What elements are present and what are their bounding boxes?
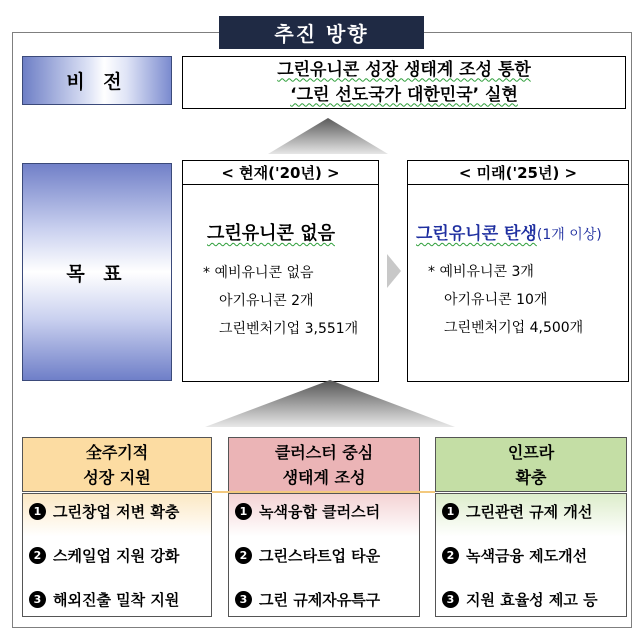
goal-label: 목 표 [22, 163, 172, 381]
goal-future-item: * 예비유니콘 3개 [428, 264, 534, 280]
strategy-title: 클러스터 중심 [274, 442, 374, 462]
number-badge: 3 [442, 591, 459, 608]
up-arrow-icon [205, 380, 455, 427]
goal-future-header: < 미래('25년) > [408, 161, 628, 185]
list-item [29, 540, 205, 570]
chevron-right-icon [385, 254, 401, 288]
goal-future-main: 그린유니콘 탄생 [416, 224, 537, 244]
item-text: 스케일업 지원 강화 [53, 546, 180, 565]
list-item [442, 540, 620, 570]
goal-current-list [183, 259, 378, 343]
item-text: 녹색융합 클러스터 [259, 502, 381, 521]
list-item [235, 584, 413, 614]
goal-future-main-sub: (1개 이상) [536, 227, 602, 243]
number-badge: 2 [442, 547, 459, 564]
list-item [29, 496, 205, 526]
strategy-header-infra [435, 437, 627, 492]
strategy-header-lifecycle [22, 437, 212, 492]
goal-future-box [407, 160, 629, 382]
strategy-title: 全주기적 [85, 442, 149, 462]
page-title: 추진 방향 [219, 16, 424, 49]
item-text: 그린 규제자유특구 [259, 590, 381, 609]
number-badge: 2 [235, 547, 252, 564]
up-arrow-icon [268, 118, 388, 154]
list-item [29, 584, 205, 614]
number-badge: 3 [235, 591, 252, 608]
strategy-box-infra [435, 493, 627, 617]
item-text: 해외진출 밀착 지원 [53, 590, 180, 609]
strategy-title: 성장 지원 [83, 467, 151, 487]
goal-current-item: * 예비유니콘 없음 [203, 265, 314, 281]
strategy-box-cluster [228, 493, 420, 617]
goal-current-box [182, 160, 379, 382]
item-text: 녹색금융 제도개선 [466, 546, 588, 565]
number-badge: 1 [442, 503, 459, 520]
vision-box [182, 56, 626, 109]
vision-line-2: ‘그린 선도국가 대한민국’ 실현 [290, 84, 518, 105]
strategy-title: 확충 [515, 467, 547, 487]
goal-future-item: 아기유니콘 10개 [444, 292, 548, 308]
goal-current-main: 그린유니콘 없음 [207, 223, 335, 244]
item-text: 지원 효율성 제고 등 [466, 590, 598, 609]
strategy-box-lifecycle [22, 493, 212, 617]
list-item [442, 496, 620, 526]
strategy-title: 생태계 조성 [282, 467, 366, 487]
vision-line-1: 그린유니콘 성장 생태계 조성 통한 [277, 59, 531, 80]
list-item [442, 584, 620, 614]
number-badge: 1 [29, 503, 46, 520]
item-text: 그린관련 규제 개선 [466, 502, 593, 521]
number-badge: 3 [29, 591, 46, 608]
goal-future-item: 그린벤처기업 4,500개 [444, 320, 584, 336]
item-text: 그린창업 저변 확충 [53, 502, 180, 521]
list-item [235, 496, 413, 526]
goal-current-item: 그린벤처기업 3,551개 [219, 321, 359, 337]
goal-current-item: 아기유니콘 2개 [219, 293, 314, 309]
vision-label: 비 전 [22, 56, 172, 105]
strategy-header-cluster [228, 437, 420, 492]
number-badge: 2 [29, 547, 46, 564]
strategy-title: 인프라 [507, 442, 555, 462]
goal-future-list [408, 258, 628, 342]
goal-current-header: < 현재('20년) > [183, 161, 378, 185]
item-text: 그린스타트업 타운 [259, 546, 381, 565]
list-item [235, 540, 413, 570]
number-badge: 1 [235, 503, 252, 520]
